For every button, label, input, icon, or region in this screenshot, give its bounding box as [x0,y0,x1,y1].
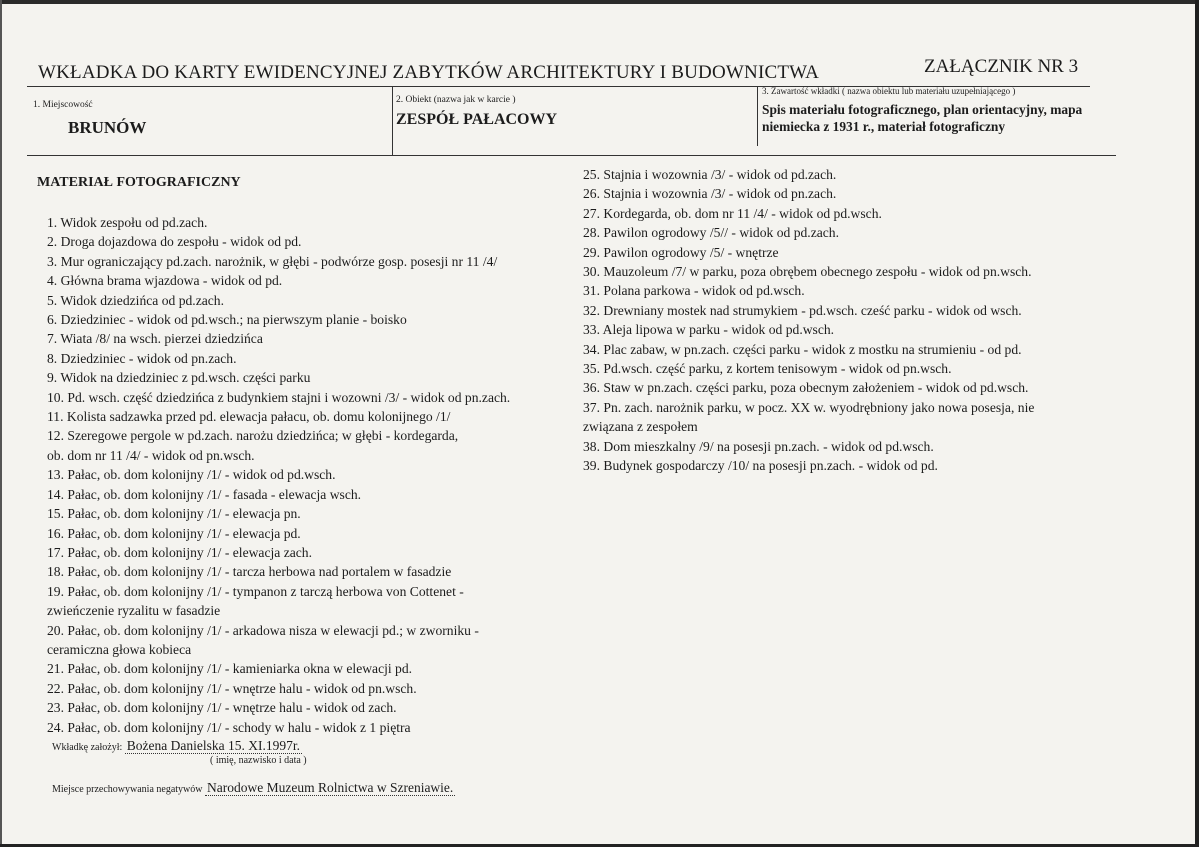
list-item: 25. Stajnia i wozownia /3/ - widok od pd.zach. [583,167,837,182]
list-item: 14. Pałac, ob. dom kolonijny /1/ - fasada - elewacja wsch. [47,486,362,502]
list-item-wrapped [36,426,581,465]
list-item-line: 12. Szeregowe pergole w pd.zach. narożu dziedzińca; w głębi - kordegarda, [47,428,459,444]
field-divider-1 [392,87,393,155]
created-by-line [52,738,302,754]
list-item-continuation: ceramiczna głowa kobieca [47,641,192,657]
storage-label: Miejsce przechowywania negatywów [52,784,203,795]
list-item: 4. Główna brama wjazdowa - widok od pd. [47,273,283,289]
list-item-line: 20. Pałac, ob. dom kolonijny /1/ - arkadowa nisza w elewacji pd.; w zworniku - [47,622,479,638]
list-item: 16. Pałac, ob. dom kolonijny /1/ - elewacja pd. [47,525,301,541]
list-item: 13. Pałac, ob. dom kolonijny /1/ - widok od pd.wsch. [47,467,336,483]
list-item: 23. Pałac, ob. dom kolonijny /1/ - wnętrze halu - widok od zach. [47,700,397,716]
list-item: 35. Pd.wsch. część parku, z kortem tenisowym - widok od pn.wsch. [583,361,952,377]
contents-value-line1: Spis materiału fotograficznego, plan orientacyjny, mapa [762,102,1083,117]
list-item: 33. Aleja lipowa w parku - widok od pd.wsch. [583,322,835,338]
location-label: 1. Miejscowość [33,100,93,110]
list-item: 27. Kordegarda, ob. dom nr 11 /4/ - widok od pd.wsch. [583,205,882,221]
list-item-continuation: związana z zespołem [583,419,698,435]
page-edge-right [1195,0,1199,847]
storage-value: Narodowe Muzeum Rolnictwa w Szreniawie. [207,780,454,795]
list-item: 15. Pałac, ob. dom kolonijny /1/ - elewacja pn. [47,506,301,522]
list-item: 32. Drewniany mostek nad strumykiem - pd.wsch. cześć parku - widok od wsch. [583,302,1022,318]
list-item: 26. Stajnia i wozownia /3/ - widok od pn.zach. [583,186,837,202]
list-item-wrapped [36,621,581,660]
object-label: 2. Obiekt (nazwa jak w karcie ) [396,95,516,105]
page-edge-left [0,0,2,847]
list-item: 31. Polana parkowa - widok od pd.wsch. [583,283,805,299]
section-heading: MATERIAŁ FOTOGRAFICZNY [37,175,241,190]
list-item: 3. Mur ograniczający pd.zach. narożnik, w głębi - podwórze gosp. posesji nr 11 /4/ [47,253,498,269]
list-item: 6. Dziedziniec - widok od pd.wsch.; na pierwszym planie - boisko [47,312,407,328]
created-by-caption: ( imię, nazwisko i data ) [210,755,307,766]
list-item: 17. Pałac, ob. dom kolonijny /1/ - elewacja zach. [47,544,312,560]
list-item-line: 19. Pałac, ob. dom kolonijny /1/ - tympanon z tarczą herbowa von Cottenet - [47,583,464,599]
list-item: 38. Dom mieszkalny /9/ na posesji pn.zach. - widok od pd.wsch. [583,438,934,454]
storage-line [52,780,455,796]
list-item: 36. Staw w pn.zach. części parku, poza obecnym założeniem - widok od pd.wsch. [583,380,1029,396]
list-item: 24. Pałac, ob. dom kolonijny /1/ - schody w halu - widok z 1 piętra [47,719,411,735]
list-item: 2. Droga dojazdowa do zespołu - widok od pd. [47,234,302,250]
list-item: 10. Pd. wsch. część dziedzińca z budynkiem stajni i wozowni /3/ - widok od pn.zach. [47,389,511,405]
list-item-wrapped [36,582,581,621]
list-item: 1. Widok zespołu od pd.zach. [47,215,208,230]
list-item-wrapped [572,398,1128,437]
annex-number: ZAŁĄCZNIK NR 3 [924,56,1079,77]
list-item-line: 37. Pn. zach. narożnik parku, w pocz. XX w. wyodrębniony jako nowa posesja, nie [583,399,1035,415]
contents-label: 3. Zawartość wkładki ( nazwa obiektu lub materiału uzupełniającego ) [762,86,1016,96]
list-item: 22. Pałac, ob. dom kolonijny /1/ - wnętrze halu - widok od pn.wsch. [47,680,417,696]
header-rule-bottom [27,155,1116,156]
list-item: 18. Pałac, ob. dom kolonijny /1/ - tarcza herbowa nad portalem w fasadzie [47,564,452,580]
list-item: 9. Widok na dziedziniec z pd.wsch. części parku [47,370,311,386]
created-by-value: Bożena Danielska 15. XI.1997r. [126,738,300,753]
list-item: 34. Plac zabaw, w pn.zach. części parku - widok z mostku na strumieniu - od pd. [583,341,1022,357]
location-value: BRUNÓW [68,118,147,137]
list-item-continuation: zwieńczenie ryzalitu w fasadzie [47,603,221,619]
list-item: 5. Widok dziedzińca od pd.zach. [47,292,224,308]
list-item: 8. Dziedziniec - widok od pn.zach. [47,350,237,366]
list-item: 39. Budynek gospodarczy /10/ na posesji pn.zach. - widok od pd. [583,458,938,474]
contents-value-line2: niemiecka z 1931 r., materiał fotograficzny [762,119,1006,134]
object-value: ZESPÓŁ PAŁACOWY [396,111,558,128]
list-item: 29. Pawilon ogrodowy /5/ - wnętrze [583,244,779,260]
field-divider-2 [757,86,758,146]
document-title: WKŁADKA DO KARTY EWIDENCYJNEJ ZABYTKÓW ARCHITEKTURY I BUDOWNICTWA [38,62,820,83]
list-item: 30. Mauzoleum /7/ w parku, poza obrębem obecnego zespołu - widok od pn.wsch. [583,264,1032,280]
list-item: 11. Kolista sadzawka przed pd. elewacja pałacu, ob. domu kolonijnego /1/ [47,409,451,425]
photo-list-right [572,165,1128,476]
page-edge-top [0,0,1199,4]
created-by-label: Wkładkę założył: [52,742,123,753]
list-item: 28. Pawilon ogrodowy /5// - widok od pd.zach. [583,225,839,241]
photo-list-left [36,213,581,737]
list-item: 21. Pałac, ob. dom kolonijny /1/ - kamieniarka okna w elewacji pd. [47,661,413,677]
list-item: 7. Wiata /8/ na wsch. pierzei dziedzińca [47,331,263,347]
list-item-continuation: ob. dom nr 11 /4/ - widok od pn.wsch. [47,447,255,463]
